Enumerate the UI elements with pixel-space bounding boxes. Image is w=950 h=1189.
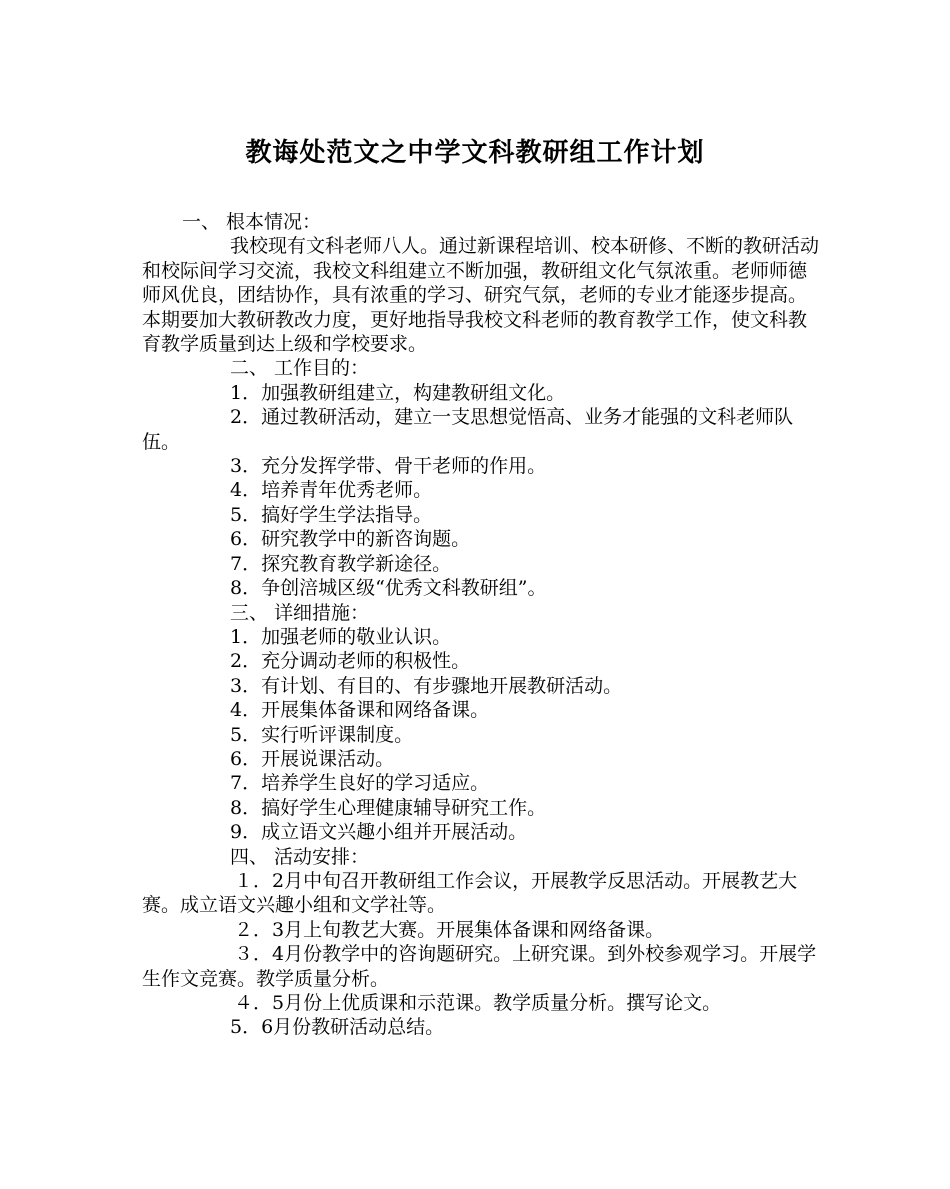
paragraph: 7．培养学生良好的学习适应。 [230, 772, 490, 795]
paragraph: 一、 根本情况： [182, 211, 322, 233]
paragraph: 4．开展集体备课和网络备课。 [230, 699, 490, 722]
paragraph: 4．培养青年优秀老师。 [230, 479, 433, 502]
paragraph: ２．3月上旬教艺大赛。开展集体备课和网络备课。 [234, 918, 665, 941]
paragraph: 二、 工作目的： [230, 357, 370, 380]
paragraph: ３．4月份教学中的咨询题研究。上研究课。到外校参观学习。开展学生作文竞赛。教学质量分析。 [142, 943, 817, 990]
paragraph: 6．研究教学中的新咨询题。 [230, 528, 471, 551]
paragraph: 1．加强教研组建立，构建教研组文化。 [230, 381, 566, 404]
paragraph: 6．开展说课活动。 [230, 747, 395, 770]
paragraph: 7．探究教育教学新途径。 [230, 552, 452, 575]
paragraph: 8．搞好学生心理健康辅导研究工作。 [230, 796, 547, 819]
paragraph: 3．有计划、有目的、有步骤地开展教研活动。 [230, 674, 623, 697]
paragraph: 2．通过教研活动，建立一支思想觉悟高、业务才能强的文科老师队伍。 [142, 406, 794, 453]
paragraph: 5．搞好学生学法指导。 [230, 503, 433, 526]
paragraph: 三、 详细措施： [230, 601, 370, 624]
paragraph: 5．实行听评课制度。 [230, 723, 414, 746]
paragraph: 四、 活动安排： [230, 845, 370, 868]
paragraph: 5．6月份教研活动总结。 [230, 1016, 445, 1039]
paragraph: 8．争创涪城区级“优秀文科教研组”。 [230, 577, 547, 600]
paragraph: 1．加强老师的敬业认识。 [230, 625, 452, 648]
paragraph: ４．5月份上优质课和示范课。教学质量分析。撰写论文。 [234, 992, 722, 1014]
document-title: 教诲处范文之中学文科教研组工作计划 [245, 138, 705, 168]
paragraph: 3．充分发挥学带、骨干老师的作用。 [230, 455, 547, 478]
paragraph: 我校现有文科老师八人。通过新课程培训、校本研修、不断的教研活动和校际间学习交流，我校文科组建立不断加强，教研组文化气氛浓重。老师师德师风优良，团结协作，具有浓重的学习、研究气氛，老师的专业才能逐步提高。本期要加大教研教改力度，更好地指导我校文科老师的教育教学工作，使文科教育教学质量到达上级和学校要求。 [142, 235, 820, 356]
paragraph: 2．充分调动老师的积极性。 [230, 650, 471, 673]
paragraph: １．2月中旬召开教研组工作会议，开展教学反思活动。开展教艺大赛。成立语文兴趣小组和文学社等。 [142, 869, 798, 917]
document-body [142, 210, 822, 1040]
paragraph: 9．成立语文兴趣小组并开展活动。 [230, 821, 528, 844]
